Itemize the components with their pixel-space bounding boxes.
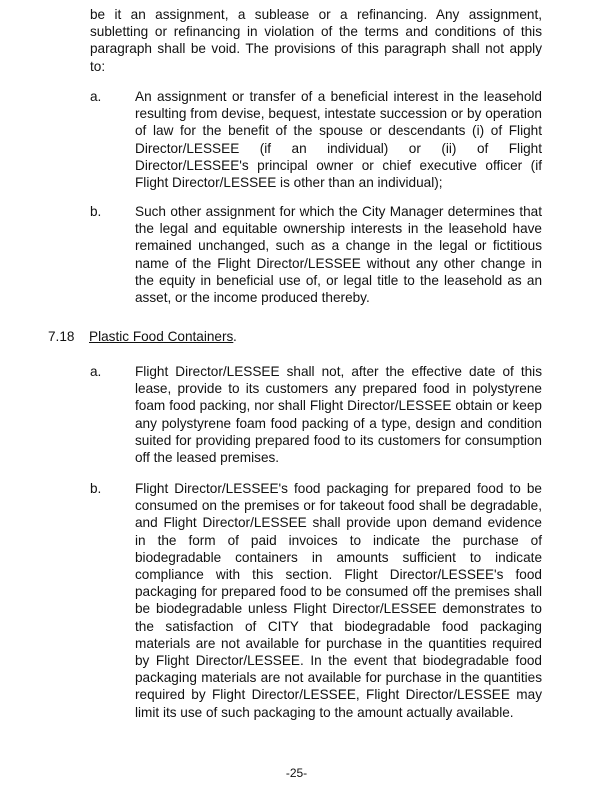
- section-title-period: .: [233, 329, 237, 344]
- list-item-text: Flight Director/LESSEE shall not, after the effective date of this lease, provide to its customers any prepared food in polystyrene foam food packing, nor shall Flight Director/LESSEE obtain or keep any polystyrene foam food packing of a type, design and condition suited for providing prepared food to its customers for consumption off the leased premises.: [135, 364, 542, 466]
- list-item-letter: b.: [90, 204, 102, 219]
- list-item-letter: b.: [90, 481, 102, 496]
- section-number: 7.18: [48, 329, 75, 344]
- list-item-letter: a.: [90, 364, 102, 379]
- list-item-letter: a.: [90, 89, 102, 104]
- list-item-text: Such other assignment for which the City Manager determines that the legal and equitable ownership interests in the leasehold have remained unchanged, such as a change in the legal or fictitious name of the Flight Director/LESSEE without any other change in the equity in beneficial use of, or legal title to the leasehold as an asset, or the income produced thereby.: [135, 204, 542, 306]
- section-title-wrap: [89, 328, 233, 345]
- page-number: -25-: [285, 766, 308, 780]
- list-item-text: Flight Director/LESSEE's food packaging for prepared food to be consumed on the premises or for takeout food shall be degradable, and Flight Director/LESSEE shall provide upon demand evidence in the form of paid invoices to indicate the purchase of biodegradable containers in amounts sufficient to indicate compliance with this section. Flight Director/LESSEE's food packaging for prepared food to be consumed off the premises shall be biodegradable unless Flight Director/LESSEE demonstrates to the satisfaction of CITY that biodegradable food packaging materials are not available for purchase in the quantities required by Flight Director/LESSEE. In the event that biodegradable food packaging materials are not available for purchase in the quantities required by Flight Director/LESSEE, Flight Director/LESSEE may limit its use of such packaging to the amount actually available.: [135, 481, 542, 720]
- section-title: Plastic Food Containers: [89, 329, 234, 344]
- list-item-text: An assignment or transfer of a beneficial interest in the leasehold resulting from devise, bequest, intestate succession or by operation of law for the benefit of the spouse or descendants (i) of Flight Director/LESSEE (if an individual) or (ii) of Flight Director/LESSEE's principal owner or chief executive officer (if Flight Director/LESSEE is other than an individual);: [135, 89, 542, 191]
- intro-paragraph: be it an assignment, a sublease or a refinancing. Any assignment, subletting or refinancing in violation of the terms and conditions of this paragraph shall be void. The provisions of this paragraph shall not apply to:: [90, 7, 542, 74]
